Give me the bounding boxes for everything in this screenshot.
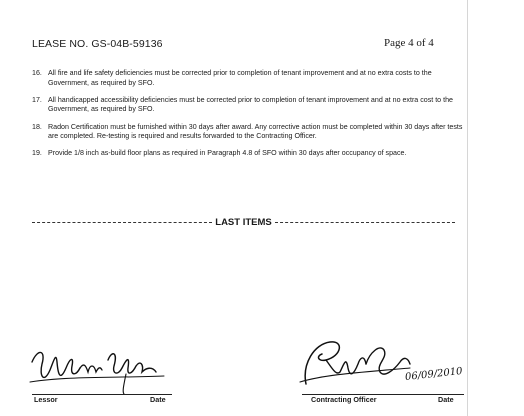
item-number: 16. [32, 69, 42, 77]
contracting-officer-label: Contracting Officer [311, 395, 377, 404]
last-items-divider [32, 217, 455, 228]
lease-number: LEASE NO. GS-04B-59136 [32, 38, 163, 50]
officer-date-label: Date [438, 395, 454, 404]
lease-item-16 [32, 69, 468, 88]
lessor-label: Lessor [34, 395, 58, 404]
page-number: Page 4 of 4 [384, 37, 434, 49]
lease-item-19 [32, 149, 468, 159]
officer-signed-date: 06/09/2010 [404, 366, 464, 383]
contracting-officer-signature [296, 334, 414, 396]
item-text: Radon Certification must be furnished within 30 days after award. Any corrective action must be completed within 30 days after tests are completed. Re-testing is required and results forwarded to the Contracting Officer. [48, 122, 463, 141]
item-text: All handicapped accessibility deficiencies must be corrected prior to completion of tenant improvement and at no extra cost to the Government, as required by SFO. [48, 95, 453, 114]
item-text: All fire and life safety deficiencies must be corrected prior to completion of tenant improvement and at no extra costs to the Government, as required by SFO. [48, 69, 432, 87]
lease-item-17 [32, 96, 468, 115]
item-number: 19. [32, 149, 42, 158]
item-number: 18. [32, 122, 42, 131]
last-items-label: LAST ITEMS [215, 217, 272, 228]
divider-dashes-left [32, 222, 212, 223]
lessor-signature [26, 342, 176, 396]
divider-dashes-right [275, 222, 455, 223]
lease-item-18 [32, 123, 468, 142]
item-number: 17. [32, 95, 42, 104]
lessor-date-label: Date [150, 395, 166, 404]
item-text: Provide 1/8 inch as-build floor plans as required in Paragraph 4.8 of SFO within 30 days after occupancy of space. [48, 149, 407, 158]
page-edge-line [467, 0, 468, 416]
lease-items-list [32, 69, 468, 167]
